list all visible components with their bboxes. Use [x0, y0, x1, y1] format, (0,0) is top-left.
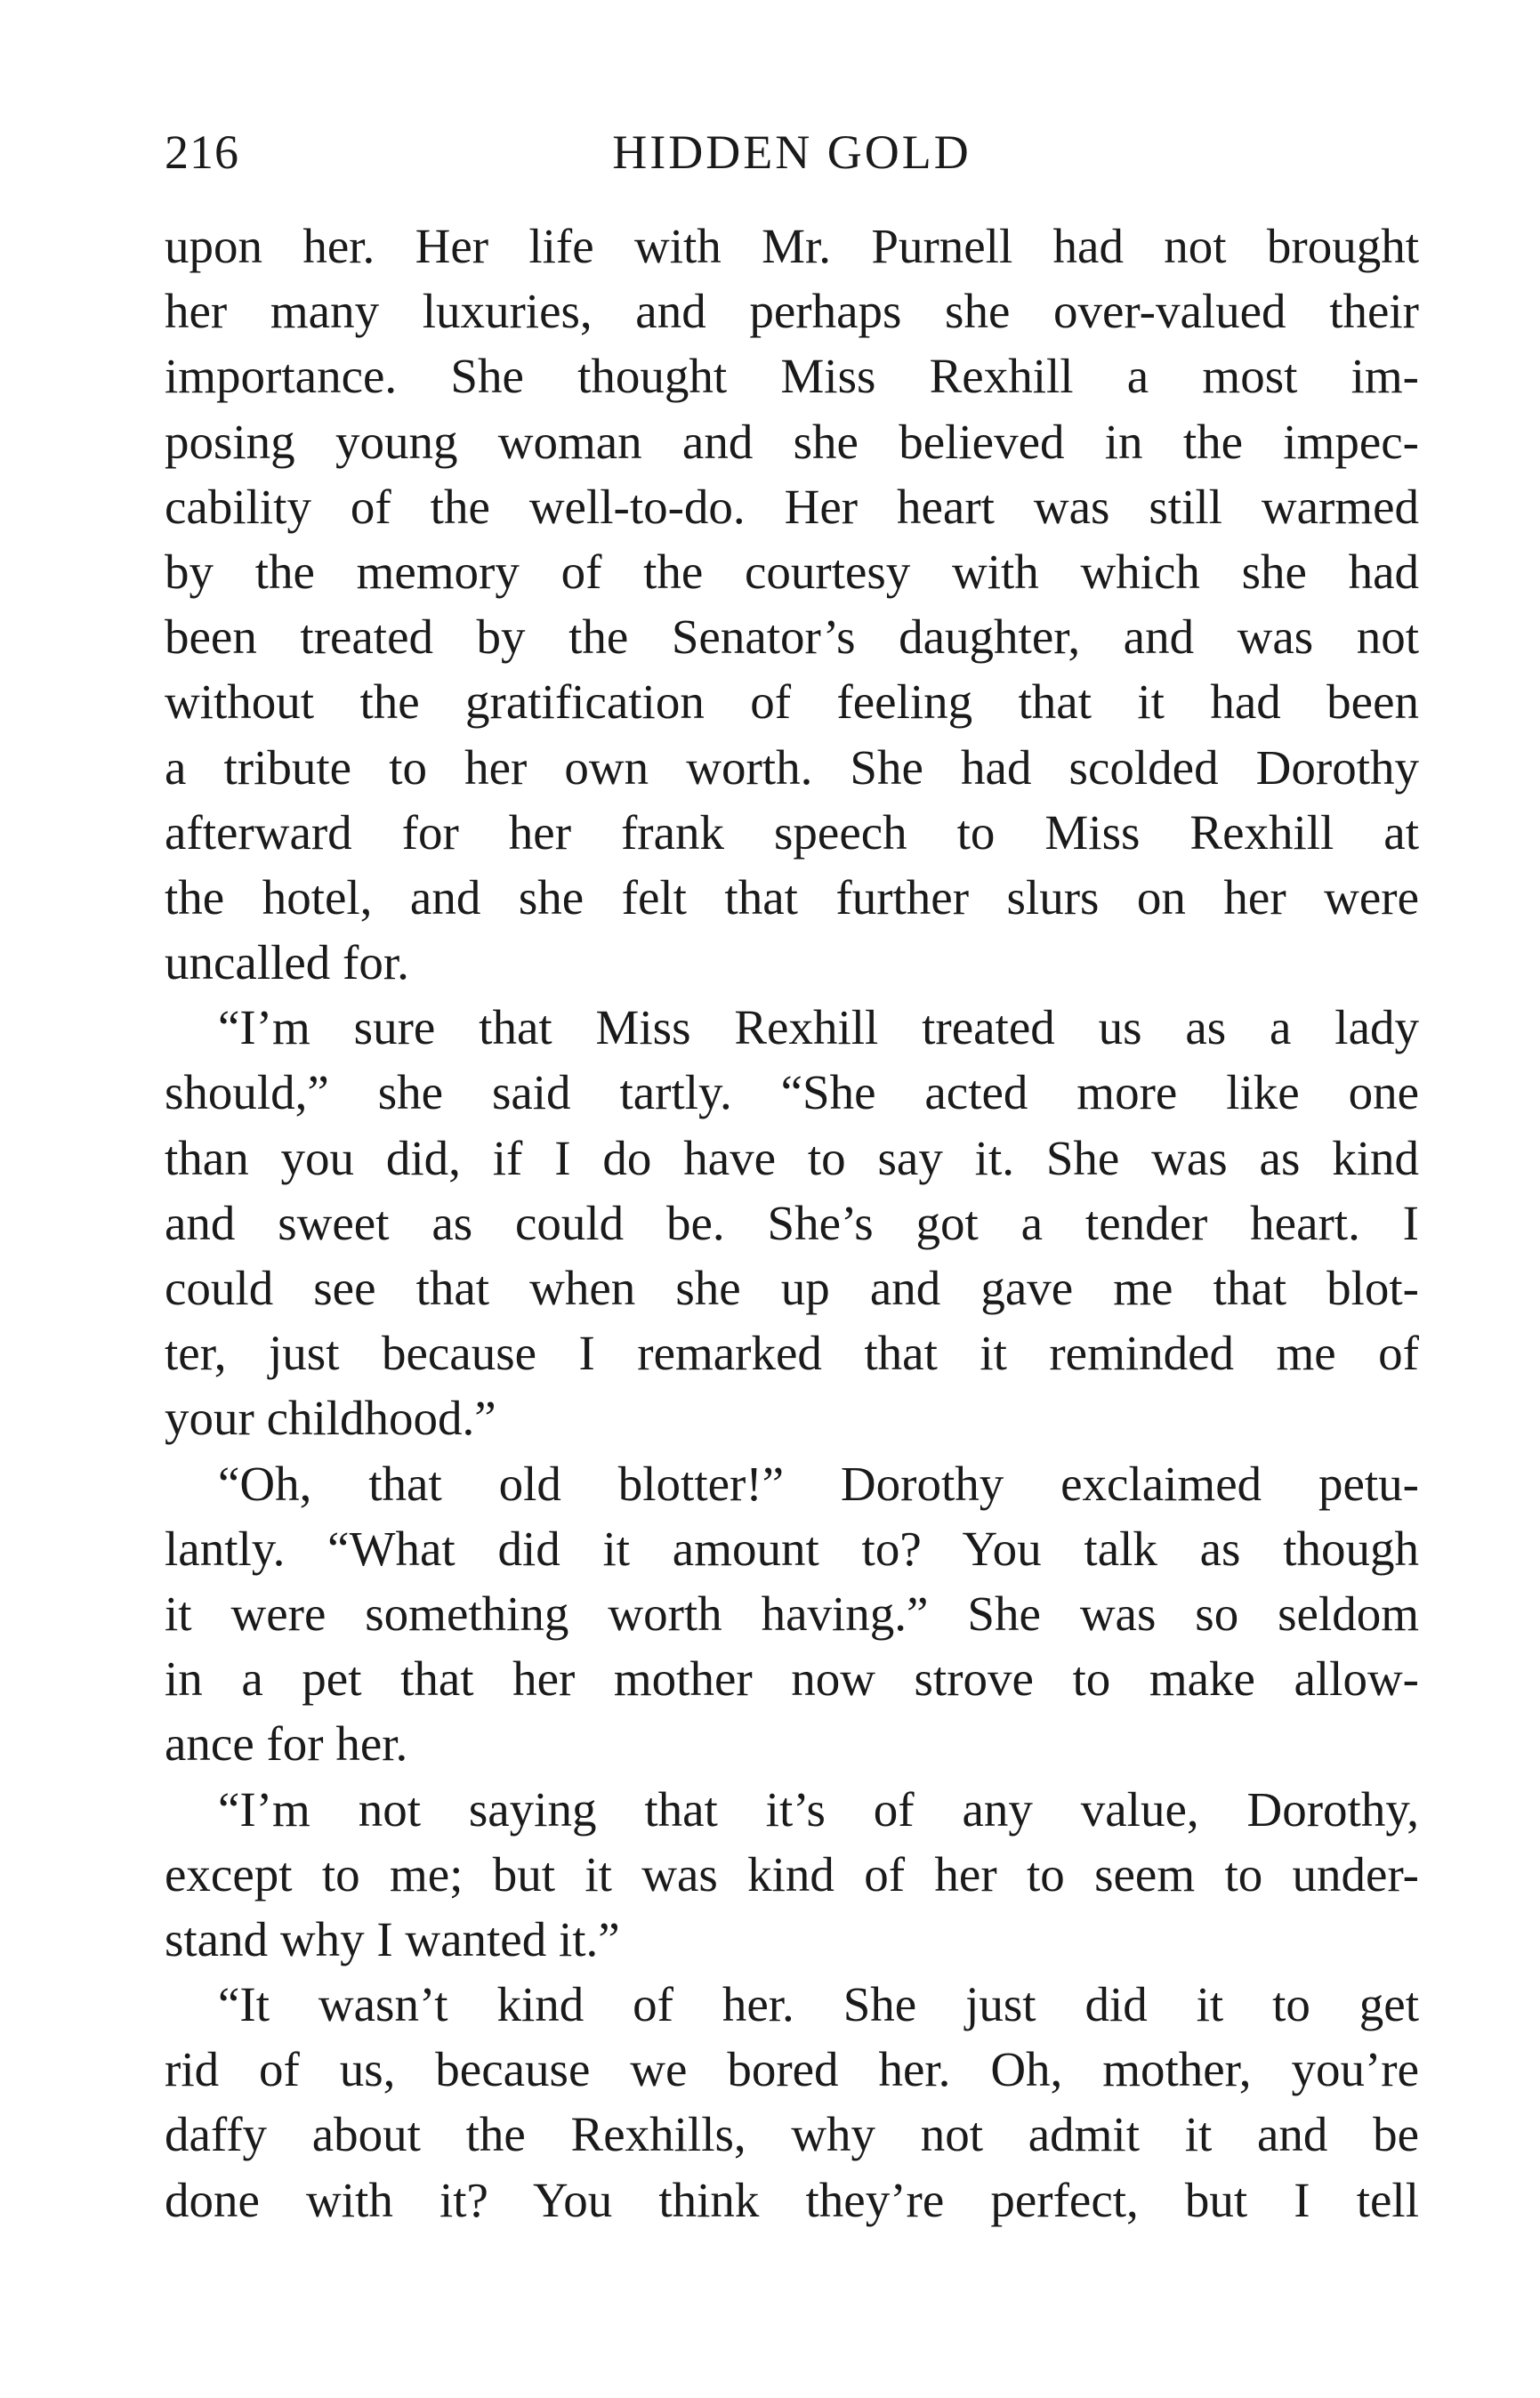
text-line: and sweet as could be. She’s got a tender heart. I [165, 1195, 1419, 1250]
text-line: daffy about the Rexhills, why not admit it and be [165, 2107, 1419, 2162]
text-line: except to me; but it was kind of her to seem to under- [165, 1846, 1419, 1901]
text-line: rid of us, because we bored her. Oh, mother, you’re [165, 2042, 1419, 2097]
text-line: posing young woman and she believed in the impec- [165, 414, 1419, 469]
text-line: her many luxuries, and perhaps she over-valued their [165, 284, 1419, 339]
text-line: uncalled for. [165, 935, 409, 990]
text-line: than you did, if I do have to say it. She was as kind [165, 1130, 1419, 1185]
text-line: afterward for her frank speech to Miss Rexhill at [165, 804, 1419, 860]
text-line: “I’m sure that Miss Rexhill treated us as a lady [218, 1000, 1419, 1055]
text-line: “It wasn’t kind of her. She just did it to get [218, 1977, 1419, 2032]
text-line: “I’m not saying that it’s of any value, Dorothy, [218, 1781, 1419, 1837]
text-line: should,” she said tartly. “She acted more like one [165, 1065, 1419, 1120]
text-line: upon her. Her life with Mr. Purnell had not brought [165, 219, 1419, 273]
text-line: stand why I wanted it.” [165, 1911, 620, 1966]
text-line: could see that when she up and gave me that blot- [165, 1261, 1419, 1315]
text-line: it were something worth having.” She was so seldom [165, 1586, 1419, 1641]
page-number: 216 [165, 125, 239, 179]
text-line: importance. She thought Miss Rexhill a most im- [165, 349, 1419, 404]
text-line: done with it? You think they’re perfect, but I tell [165, 2172, 1419, 2227]
text-line: the hotel, and she felt that further slurs on her were [165, 869, 1419, 924]
text-line: a tribute to her own worth. She had scolded Dorothy [165, 739, 1419, 795]
text-line: your childhood.” [165, 1391, 496, 1446]
page-header [165, 125, 1419, 196]
text-line: cability of the well-to-do. Her heart was still warmed [165, 479, 1419, 534]
body-text [165, 214, 1419, 2232]
text-line: ance for her. [165, 1716, 408, 1772]
text-line: without the gratification of feeling that it had been [165, 674, 1419, 730]
text-line: “Oh, that old blotter!” Dorothy exclaimed petu- [218, 1456, 1419, 1511]
text-line: lantly. “What did it amount to? You talk as though [165, 1521, 1419, 1576]
text-line: been treated by the Senator’s daughter, and was not [165, 610, 1419, 665]
running-title: HIDDEN GOLD [612, 125, 972, 179]
text-line: by the memory of the courtesy with which she had [165, 544, 1419, 599]
text-line: in a pet that her mother now strove to make allow- [165, 1651, 1419, 1707]
text-line: ter, just because I remarked that it reminded me of [165, 1326, 1419, 1381]
